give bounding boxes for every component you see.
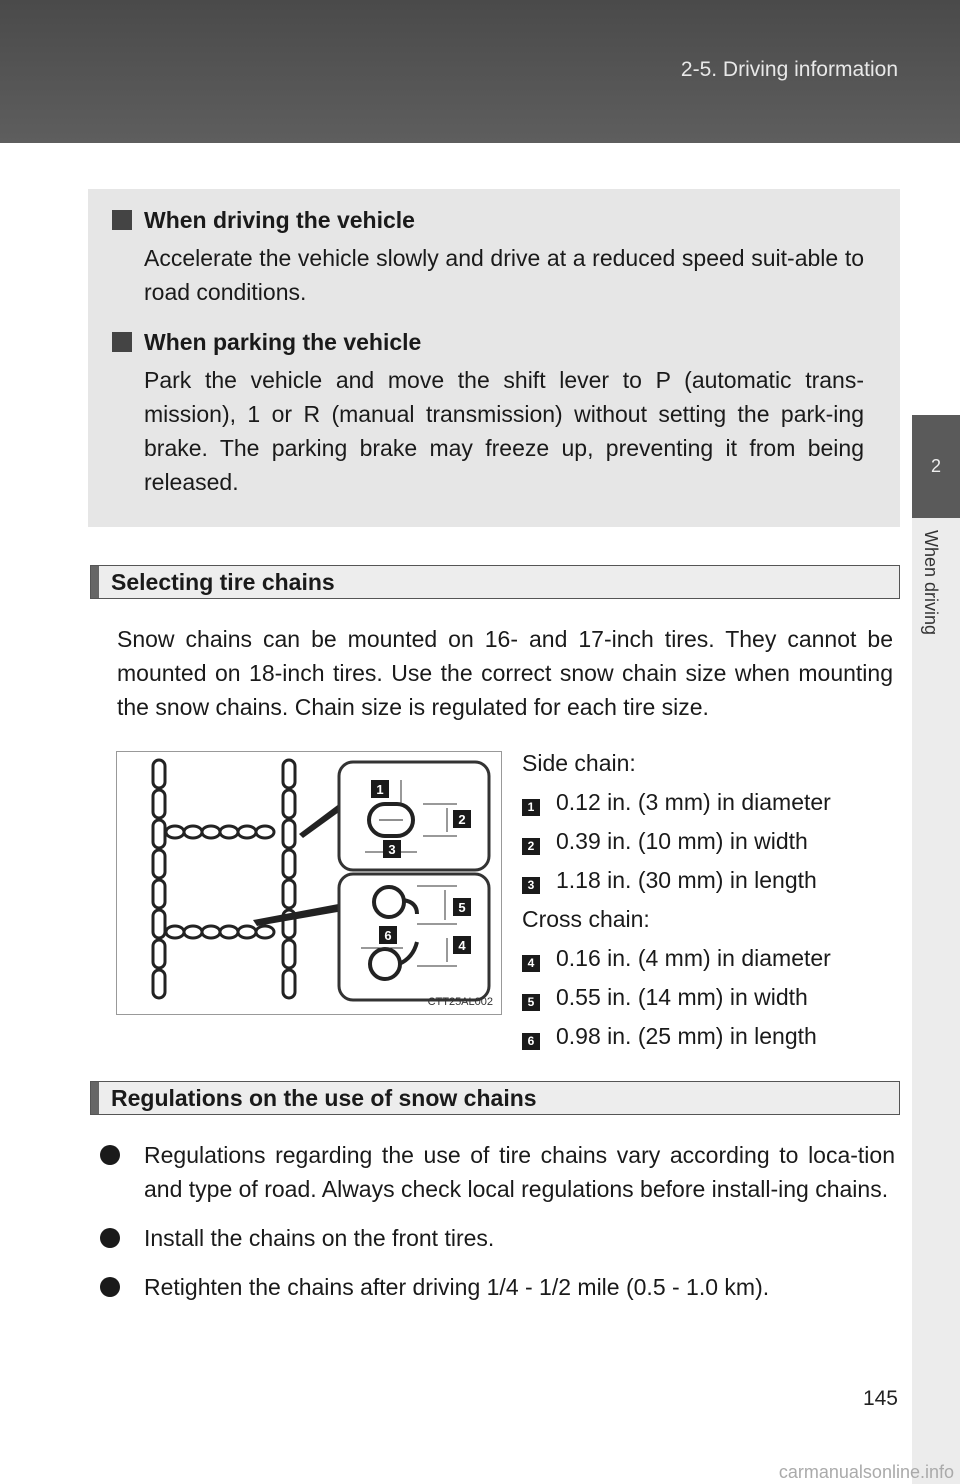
spec-text: 0.98 in. (25 mm) in length <box>556 1023 817 1049</box>
chain-drawing <box>117 752 501 1014</box>
section-heading-tire-chains <box>90 565 900 599</box>
spec-text: 0.39 in. (10 mm) in width <box>556 828 808 854</box>
spec-row <box>522 822 902 861</box>
callout-3: 3 <box>388 842 396 857</box>
list-item <box>100 1221 895 1255</box>
spec-row <box>522 978 902 1017</box>
right-vertical-chain <box>283 760 295 998</box>
lower-cross-chain <box>166 926 274 938</box>
info-box <box>88 189 900 527</box>
regulations-list <box>100 1138 895 1319</box>
info-heading-text: When parking the vehicle <box>144 329 422 355</box>
bullet-dot-icon <box>100 1228 120 1248</box>
list-item-text: Install the chains on the front tires. <box>144 1225 495 1251</box>
callout-4: 4 <box>458 938 466 953</box>
number-badge: 2 <box>522 838 540 855</box>
figure-code: CTT25AL002 <box>427 996 493 1008</box>
info-heading <box>112 327 864 357</box>
spec-text: 1.18 in. (30 mm) in length <box>556 867 817 893</box>
list-item-text: Retighten the chains after driving 1/4 - 1/2 mile (0.5 - 1.0 km). <box>144 1274 770 1300</box>
number-badge: 4 <box>522 955 540 972</box>
spec-text: 0.12 in. (3 mm) in diameter <box>556 789 831 815</box>
number-badge: 6 <box>522 1033 540 1050</box>
section-heading-text: Selecting tire chains <box>111 569 335 595</box>
page-number: 145 <box>862 1387 898 1410</box>
spec-row <box>522 939 902 978</box>
bullet-dot-icon <box>100 1145 120 1165</box>
info-body: Accelerate the vehicle slowly and drive at a reduced speed suit-able to road conditions. <box>144 245 864 305</box>
number-badge: 5 <box>522 994 540 1011</box>
list-item-text: Regulations regarding the use of tire chains vary according to loca-tion and type of road. Always check local regulations before install-ing chains. <box>144 1142 895 1202</box>
section-paragraph: Snow chains can be mounted on 16- and 17-inch tires. They cannot be mounted on 18-inch tires. Use the correct snow chain size when mounting the snow chains. Chain size is regulated for each tire size. <box>117 626 893 720</box>
watermark: carmanualsonline.info <box>778 1462 954 1482</box>
info-item-driving <box>112 205 864 309</box>
header-section-title: 2-5. Driving information <box>680 58 898 81</box>
info-body: Park the vehicle and move the shift lever to P (automatic trans-mission), 1 or R (manual transmission) without setting the park-ing brake. The parking brake may freeze up, preventing it from being released. <box>144 367 864 495</box>
upper-cross-chain <box>166 826 274 838</box>
callout-6: 6 <box>384 928 392 943</box>
chapter-tab-label: When driving <box>921 530 941 636</box>
bullet-dot-icon <box>100 1277 120 1297</box>
section-heading-text: Regulations on the use of snow chains <box>111 1085 537 1111</box>
info-heading <box>112 205 864 235</box>
number-badge: 3 <box>522 877 540 894</box>
list-item <box>100 1270 895 1304</box>
chapter-tab-number: 2 <box>912 415 960 518</box>
callout-2: 2 <box>458 812 466 827</box>
cross-chain-title: Cross chain: <box>522 906 650 932</box>
square-bullet-icon <box>112 332 132 352</box>
spec-row <box>522 783 902 822</box>
chapter-tab-background <box>912 518 960 1484</box>
chain-spec-list <box>522 744 902 1056</box>
spec-row <box>522 861 902 900</box>
info-item-parking <box>112 327 864 499</box>
spec-row <box>522 1017 902 1056</box>
side-chain-title: Side chain: <box>522 750 636 776</box>
list-item <box>100 1138 895 1206</box>
section-heading-regulations <box>90 1081 900 1115</box>
chain-illustration <box>116 751 502 1015</box>
callout-1: 1 <box>376 782 384 797</box>
square-bullet-icon <box>112 210 132 230</box>
number-badge: 1 <box>522 799 540 816</box>
callout-5: 5 <box>458 900 466 915</box>
spec-text: 0.16 in. (4 mm) in diameter <box>556 945 831 971</box>
info-heading-text: When driving the vehicle <box>144 207 415 233</box>
left-vertical-chain <box>153 760 165 998</box>
spec-text: 0.55 in. (14 mm) in width <box>556 984 808 1010</box>
